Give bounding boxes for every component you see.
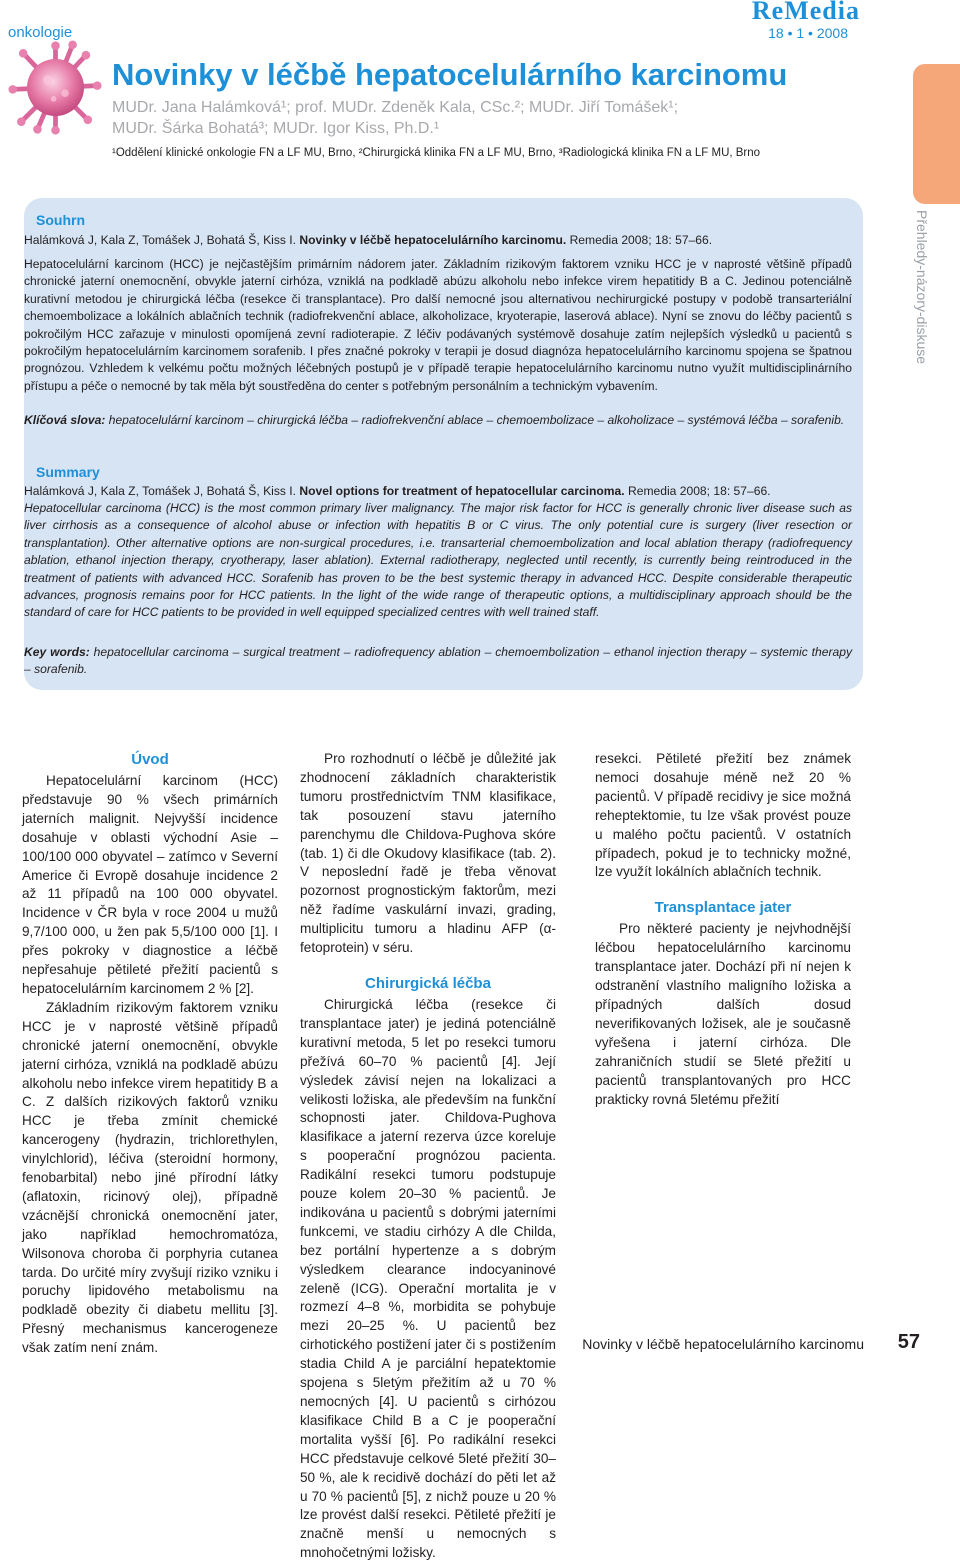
summary-citation-title: Novel options for treatment of hepatocellular carcinoma. (299, 484, 625, 498)
section-heading-uvod: Úvod (131, 751, 169, 768)
section-heading-transplantace: Transplantace jater (654, 899, 792, 917)
paragraph: Pro některé pacienty je nejvhodnější léčbou hepatocelulárního karcinomu transplantace jater. Dochází při ní nejen k odstranění vlastního maligního ložiska a případných dalších dosud neverifikovaných ložisek, ale je současně vyřešena i jaterní cirhóza. Dle zahraničních studií se 5leté přežití u pacientů transplantovaných pro HCC prakticky rovná 5letému přežití (595, 921, 851, 1107)
souhrn-keywords-list: hepatocelulární karcinom – chirurgická léčba – radiofrekvenční ablace – chemoembolizace – alkoholizace – systémová léčba – sorafenib. (108, 413, 845, 427)
summary-keywords-list: hepatocellular carcinoma – surgical treatment – radiofrequency ablation – chemoembolization – ethanol injection therapy – systemic therapy – sorafenib. (24, 645, 853, 677)
page-number: 57 (897, 1331, 920, 1353)
paragraph: resekci. Pětileté přežití bez známek nemoci dosahuje méně než 20 % pacientů. V případě recidivy je sice možná reheptektomie, tu lze však provést pouze u malého počtu pacientů. V ostatních případech, pokud je to technicky možné, lze využít lokálních ablačních technik. (595, 751, 851, 880)
summary-citation-authors: Halámková J, Kala Z, Tomášek J, Bohatá Š, Kiss I. (24, 484, 296, 498)
paragraph: Základním rizikovým faktorem vzniku HCC je v naprosté většině případů chronické jaterní onemocnění, obvykle jaterní cirhóza, vzniklá na podkladě abúzu alkoholu nebo infekce virem hepatitidy B a C. Z dalších rizikových faktorů vzniku HCC je třeba zmínit chemické kancerogeny (hydrazin, trichlorethylen, vinylchlorid), léčiva (steroidní hormony, fenobarbital) nebo jiné přírodní látky (aflatoxin, ricinový olej), případně vzácnější chronická onemocnění jater, jako například hemochromatóza, Wilsonova choroba či porphyria cutanea tarda. Do určité míry zvyšují riziko vzniku i poruchy lipidového metabolismu na podkladě obezity či diabetu mellitu [3]. Přesný mechanismus kancerogeneze však zatím není znám. (22, 999, 278, 1356)
paragraph: Pro rozhodnutí o léčbě je důležité jak zhodnocení základních charakteristik tumoru prostřednictvím TNM klasifikace, tak posouzení stavu jaterního parenchymu dle Childova-Pughova skóre (tab. 1) či dle Okudovy klasifikace (tab. 2). V neposlední řadě je třeba věnovat pozornost prognostickým faktorům, mezi něž řadíme vaskulární invazi, grading, multiplicitu tumoru a hladinu AFP (α-fetoprotein) v séru. (300, 751, 556, 956)
affiliations: ¹Oddělení klinické onkologie FN a LF MU, Brno, ²Chirurgická klinika FN a LF MU, Brno, ³Radiologická klinika FN a LF MU, Brno (112, 147, 761, 159)
summary-keywords (24, 644, 852, 679)
souhrn-citation-source: Remedia 2008; 18: 57–66. (569, 233, 713, 247)
author-list (112, 97, 852, 139)
souhrn-citation-authors: Halámková J, Kala Z, Tomášek J, Bohatá Š, Kiss I. (24, 233, 296, 247)
body-column-1 (22, 750, 278, 1358)
section-heading-chirurgicka: Chirurgická léčba (365, 974, 491, 992)
virus-illustration (8, 40, 103, 135)
section-tab-label-wrap (908, 210, 938, 380)
souhrn-citation-title: Novinky v léčbě hepatocelulárního karcinomu. (299, 233, 567, 247)
souhrn-heading: Souhrn (36, 212, 85, 228)
journal-logo: ReMedia (751, 0, 860, 25)
article-title: Novinky v léčbě hepatocelulárního karcinomu (112, 57, 788, 92)
souhrn-keywords (24, 412, 852, 429)
summary-heading: Summary (36, 464, 100, 480)
paragraph: Chirurgická léčba (resekce či transplantace jater) je jediná potenciálně kurativní metoda, 5 let po resekci tumoru přežívá 60–70 % pacientů [4]. Její výsledek závisí nejen na lokalizaci a velikosti ložiska, ale především na funkční schopnosti jater. Childova-Pughova klasifikace a jaterní rezerva úzce koreluje s pooperační prognózou pacienta. Radikální resekci tumoru podstupuje pouze kolem 20–30 % pacientů. Je indikována u pacientů s dobrými jaterními funkcemi, ve stadiu cirhózy A dle Childa, bez portální hypertenze a s dobrým výsledkem clearance indocyaninové zeleně (ICG). Operační mortalita je v rozmezí 4–8 %, morbidita se pohybuje mezi 20–25 %. U pacientů bez cirhotického postižení jater či s postižením stadia Child A je parciální hepatektomie spojena s 5letým přežitím až u 70 % nemocných [4]. U pacientů s cirhózou klasifikace Child B a C je pooperační mortalita vyšší [6]. Po radikální resekci HCC představuje celkové 5leté přežití 30–50 %, ale k recidivě dochází do pěti let až u 70 % pacientů [5], z nichž pouze u 20 % lze provést další resekci. Pětileté přežití je značně menší u nemocných s mnohočetnými ložisky. (300, 996, 556, 1561)
authors-line-2: MUDr. Šárka Bohatá³; MUDr. Igor Kiss, Ph.D.¹ (112, 120, 440, 137)
authors-line-1: MUDr. Jana Halámková¹; prof. MUDr. Zdeněk Kala, CSc.²; MUDr. Jiří Tomášek¹; (112, 99, 679, 116)
body-column-3 (595, 750, 851, 1109)
souhrn-citation (24, 232, 852, 249)
summary-keywords-label: Key words: (24, 645, 90, 659)
section-tab-label: Přehledy-názory-diskuse (914, 210, 930, 365)
summary-citation (24, 483, 852, 500)
body-column-2 (300, 750, 556, 1561)
running-title: Novinky v léčbě hepatocelulárního karcinomu (582, 1336, 864, 1352)
souhrn-body: Hepatocelulární karcinom (HCC) je nejčastějším primárním nádorem jater. Základním rizikovým faktorem vzniku HCC je v naprosté většině případů chronické jaterní onemocnění, obvykle jaterní cirhóza, vzniklá na podkladě abúzu alkoholu nebo infekce virem hepatitidy B a C. Jedinou potenciálně kurativní metodou je chirurgická léčba (resekce či transplantace). Pro další nemocné jsou alternativou nechirurgické postupy v podobě transarteriální chemoembolizace a lokálních ablačních technik (radiofrekvenční ablace, alkoholizace, kryoterapie, laserová ablace). Nyní se znovu do léčby pacientů s pokročilým HCC zařazuje v minulosti opomíjená zevní radioterapie. Z léčiv podávaných systémově dosahuje zatím nejlepších výsledků u pacientů s pokročilým hepatocelulárním karcinomem sorafenib. I přes značné pokroky v terapii je dosud diagnóza hepatocelulárního karcinomu spojena se špatnou prognózou. Vzhledem k velkému počtu možných léčebných postupů je v případě terapie hepatocelulárního karcinomu nutno využít multidisciplinárního přístupu a péče o nemocné by tak měla být soustředěna do center s potřebným personálním a technickým vybavením. (24, 257, 852, 393)
summary-citation-source: Remedia 2008; 18: 57–66. (628, 484, 771, 498)
issue-date: 18 • 1 • 2008 (768, 25, 848, 41)
souhrn-keywords-label: Klíčová slova: (24, 413, 106, 427)
header-section-label: onkologie (8, 24, 73, 41)
abstract-box (24, 198, 863, 690)
summary-body: Hepatocellular carcinoma (HCC) is the most common primary liver malignancy. The major risk factor for HCC is generally chronic liver disease such as liver cirrhosis as a consequence of alcohol abuse or infection with hepatitis B or C virus. The only potential cure is surgery (liver resection or transplantation). Other alternative options are non-surgical procedures, i.e. transarterial chemoembolization and local ablation therapy (radiofrequency ablation, ethanol injection therapy, cryotherapy, laser ablation). External radiotherapy, neglected until recently, is currently being reintroduced in the treatment of patients with advanced HCC. Sorafenib has proven to be the best systemic therapy in advanced HCC. Despite considerable therapeutic advances, prognosis remains poor for HCC patients. In the light of the wide range of therapeutic options, a multidisciplinary approach should be the standard of care for HCC patients to be provided in well equipped specialized centres with well trained staff. (24, 501, 852, 620)
section-tab (913, 64, 960, 204)
paragraph: Hepatocelulární karcinom (HCC) představuje 90 % všech primárních jaterních malignit. Nejvyšší incidence dosahuje v oblasti východní Asie – 100/100 000 obyvatel – zatímco v Severní Americe či Evropě dosahuje incidence 2 až 11 případů na 100 000 obyvatel. Incidence v ČR byla v roce 2004 u mužů 9,7/100 000, u žen pak 5,5/100 000 [1]. I přes pokroky v diagnostice a léčbě nepřesahuje pětileté přežití pacientů s hepatocelulárním karcinomem 2 % [2]. (22, 773, 278, 996)
